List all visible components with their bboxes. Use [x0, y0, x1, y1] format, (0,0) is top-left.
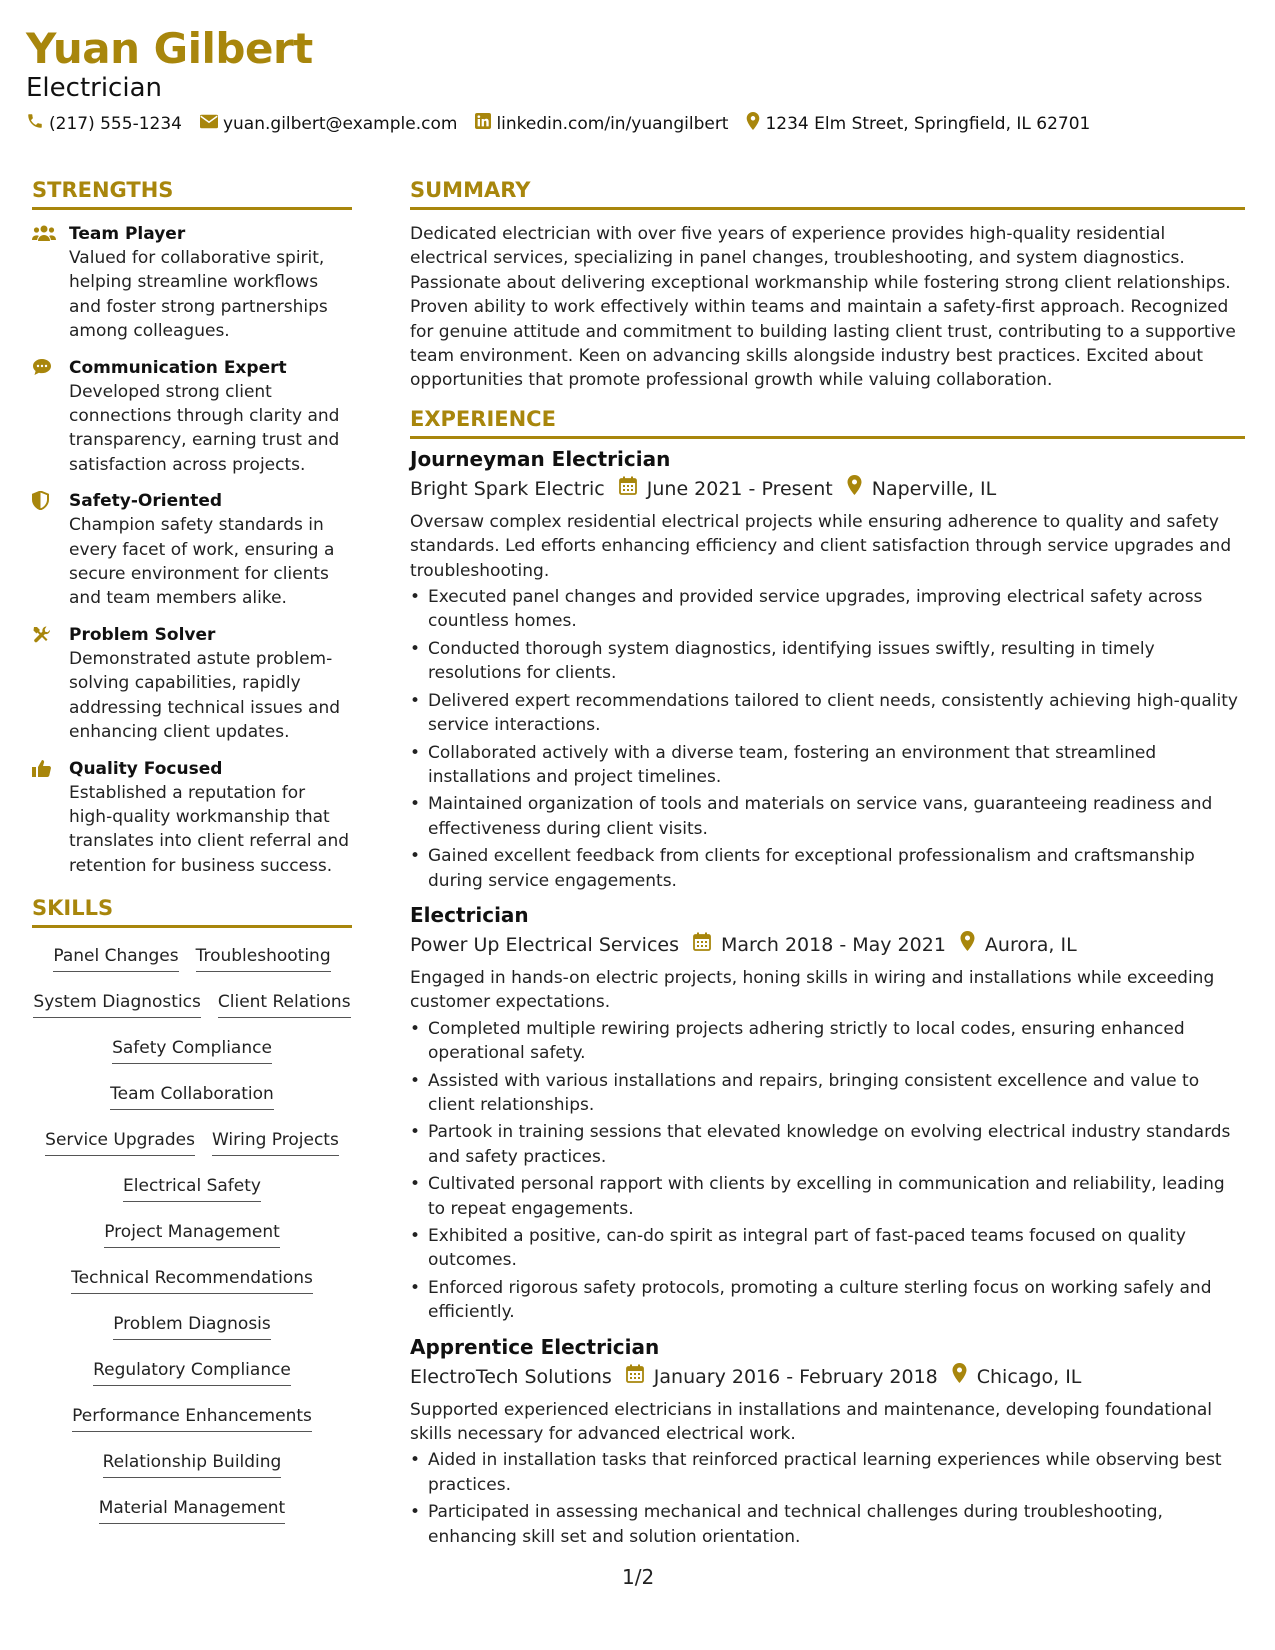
bullet-item: • Aided in installation tasks that reinforced practical learning experiences while observing best practices.	[410, 1448, 1245, 1497]
summary-heading: SUMMARY	[410, 178, 1245, 210]
job-dates: June 2021 - Present	[646, 477, 833, 500]
strength-desc: Demonstrated astute problem-solving capabilities, rapidly addressing technical issues and enhancing client updates.	[69, 648, 341, 743]
skill-tag: Troubleshooting	[196, 944, 331, 972]
job-description: Supported experienced electricians in installations and maintenance, developing foundational skills necessary for advanced electrical work.	[410, 1399, 1212, 1445]
bullet-item: • Participated in assessing mechanical and technical challenges during troubleshooting, enhancing skill set and solution orientation.	[410, 1500, 1245, 1549]
contact-address	[746, 112, 1090, 135]
tools-icon	[32, 623, 69, 745]
chat-icon	[32, 356, 69, 478]
page-number: 1/2	[622, 1565, 655, 1589]
strengths-heading: STRENGTHS	[32, 178, 352, 210]
resume-title: Electrician	[26, 73, 162, 103]
bullet-item: • Exhibited a positive, can-do spirit as integral part of fast-paced teams focused on quality outcomes.	[410, 1224, 1245, 1273]
contact-linkedin[interactable]	[475, 113, 728, 134]
job-description: Oversaw complex residential electrical projects while ensuring adherence to quality and safety standards. Led efforts enhancing efficiency and client satisfaction through service upgrades and troubleshooting.	[410, 511, 1232, 581]
strength-title: Communication Expert	[69, 357, 287, 378]
skill-tag: Electrical Safety	[123, 1174, 261, 1202]
address-text: 1234 Elm Street, Springfield, IL 62701	[765, 113, 1091, 134]
job-role: Electrician	[410, 902, 529, 927]
map-pin-icon	[847, 473, 872, 505]
bullet-item: • Completed multiple rewiring projects adhering strictly to local codes, ensuring enhanced operational safety.	[410, 1017, 1245, 1066]
job-role: Journeyman Electrician	[410, 446, 671, 471]
contact-phone	[26, 112, 182, 135]
map-pin-icon	[960, 929, 985, 961]
job-meta	[410, 473, 1245, 505]
strength-title: Team Player	[69, 224, 186, 244]
bullet-item: • Conducted thorough system diagnostics, identifying issues swiftly, resulting in timely resolutions for clients.	[410, 637, 1245, 686]
calendar-icon	[619, 473, 647, 505]
bullet-item: • Collaborated actively with a diverse team, fostering an environment that streamlined installations and project timelines.	[410, 741, 1245, 790]
skill-tag: Panel Changes	[53, 944, 178, 972]
skill-tag: System Diagnostics	[33, 990, 200, 1018]
strength-desc: Champion safety standards in every facet of work, ensuring a secure environment for clients and team members alike.	[69, 515, 335, 609]
job-role: Apprentice Electrician	[410, 1334, 660, 1359]
strength-title: Problem Solver	[69, 624, 216, 645]
skill-tag: Regulatory Compliance	[93, 1358, 291, 1386]
job-dates: March 2018 - May 2021	[720, 933, 946, 956]
job-meta	[410, 929, 1245, 961]
strength-desc: Developed strong client connections through clarity and transparency, earning trust and satisfaction across projects.	[69, 381, 340, 475]
bullet-item: • Gained excellent feedback from clients for exceptional professionalism and craftsmanship during service engagements.	[410, 844, 1245, 893]
strength-desc: Established a reputation for high-quality workmanship that translates into client referral and retention for business success.	[69, 782, 350, 876]
linkedin-icon	[475, 113, 496, 134]
job-bullets	[410, 1448, 1245, 1549]
bullet-item: • Cultivated personal rapport with clients by excelling in communication and reliability, leading to repeat engagements.	[410, 1172, 1245, 1221]
job-location: Aurora, IL	[984, 933, 1077, 956]
company-name: Bright Spark Electric	[410, 477, 605, 500]
company-name: Power Up Electrical Services	[410, 933, 679, 956]
phone-icon	[26, 112, 49, 135]
phone-text: (217) 555-1234	[49, 113, 182, 134]
bullet-item: • Delivered expert recommendations tailored to client needs, consistently achieving high-quality service interactions.	[410, 689, 1245, 738]
strength-item	[32, 356, 352, 478]
skill-tag: Client Relations	[218, 990, 351, 1018]
experience-heading: EXPERIENCE	[410, 407, 1245, 439]
users-icon	[32, 222, 69, 344]
skill-tag: Performance Enhancements	[72, 1404, 312, 1432]
email-link[interactable]: yuan.gilbert@example.com	[222, 113, 458, 134]
skill-tag: Project Management	[104, 1220, 280, 1248]
bullet-item: • Executed panel changes and provided service upgrades, improving electrical safety across countless homes.	[410, 585, 1245, 634]
skill-tag: Wiring Projects	[212, 1128, 339, 1156]
skill-tag: Technical Recommendations	[71, 1266, 313, 1294]
strength-item	[32, 623, 352, 745]
bullet-item: • Maintained organization of tools and materials on service vans, guaranteeing readiness and effectiveness during client visits.	[410, 792, 1245, 841]
calendar-icon	[693, 929, 721, 961]
thumbs-up-icon	[32, 757, 69, 879]
envelope-icon	[200, 114, 223, 134]
job-bullets	[410, 585, 1245, 893]
skill-tag: Team Collaboration	[110, 1082, 274, 1110]
strength-item	[32, 489, 352, 611]
job-entry	[410, 1333, 1245, 1549]
linkedin-link[interactable]: linkedin.com/in/yuangilbert	[496, 113, 729, 134]
company-name: ElectroTech Solutions	[410, 1365, 612, 1388]
job-description: Engaged in hands-on electric projects, honing skills in wiring and installations while exceeding customer expectations.	[410, 967, 1215, 1013]
map-pin-icon	[952, 1361, 977, 1393]
shield-icon	[32, 489, 69, 611]
skill-tag: Safety Compliance	[112, 1036, 272, 1064]
skill-tag: Relationship Building	[103, 1450, 282, 1478]
strength-title: Quality Focused	[69, 758, 223, 779]
strength-item	[32, 222, 352, 344]
strength-desc: Valued for collaborative spirit, helping streamline workflows and foster strong partnerships among colleagues.	[69, 248, 328, 342]
skill-tag: Problem Diagnosis	[113, 1312, 271, 1340]
calendar-icon	[626, 1361, 654, 1393]
skill-tag: Material Management	[99, 1496, 285, 1524]
contact-bar	[26, 112, 1108, 135]
skills-list	[32, 944, 352, 1542]
bullet-item: • Assisted with various installations and repairs, bringing consistent excellence and value to client relationships.	[410, 1069, 1245, 1118]
job-location: Naperville, IL	[871, 477, 997, 500]
right-column	[410, 178, 1245, 1557]
job-entry	[410, 901, 1245, 1325]
job-bullets	[410, 1017, 1245, 1325]
job-meta	[410, 1361, 1245, 1393]
summary-text: Dedicated electrician with over five years of experience provides high-quality residential electrical services, specializing in panel changes, troubleshooting, and system diagnostics. Passionate about delivering exceptional workmanship while fostering strong client relationships. Proven ability to work effectively within teams and maintain a safety-first approach. Recognized for genuine attitude and commitment to building lasting client trust, contributing to a supportive team environment. Keen on advancing skills alongside industry best practices. Excited about opportunities that promote professional growth while valuing collaboration.	[410, 224, 1236, 391]
job-location: Chicago, IL	[976, 1365, 1082, 1388]
bullet-item: • Enforced rigorous safety protocols, promoting a culture sterling focus on working safely and efficiently.	[410, 1276, 1245, 1325]
job-dates: January 2016 - February 2018	[653, 1365, 938, 1388]
contact-email[interactable]	[200, 114, 457, 134]
left-column	[32, 178, 352, 1542]
bullet-item: • Partook in training sessions that elevated knowledge on evolving electrical industry standards and safety practices.	[410, 1120, 1245, 1169]
strength-title: Safety-Oriented	[69, 491, 223, 512]
skill-tag: Service Upgrades	[45, 1128, 195, 1156]
job-entry	[410, 445, 1245, 893]
map-pin-icon	[746, 112, 765, 135]
resume-name: Yuan Gilbert	[26, 24, 313, 73]
strength-item	[32, 757, 352, 879]
skills-heading: SKILLS	[32, 896, 352, 928]
